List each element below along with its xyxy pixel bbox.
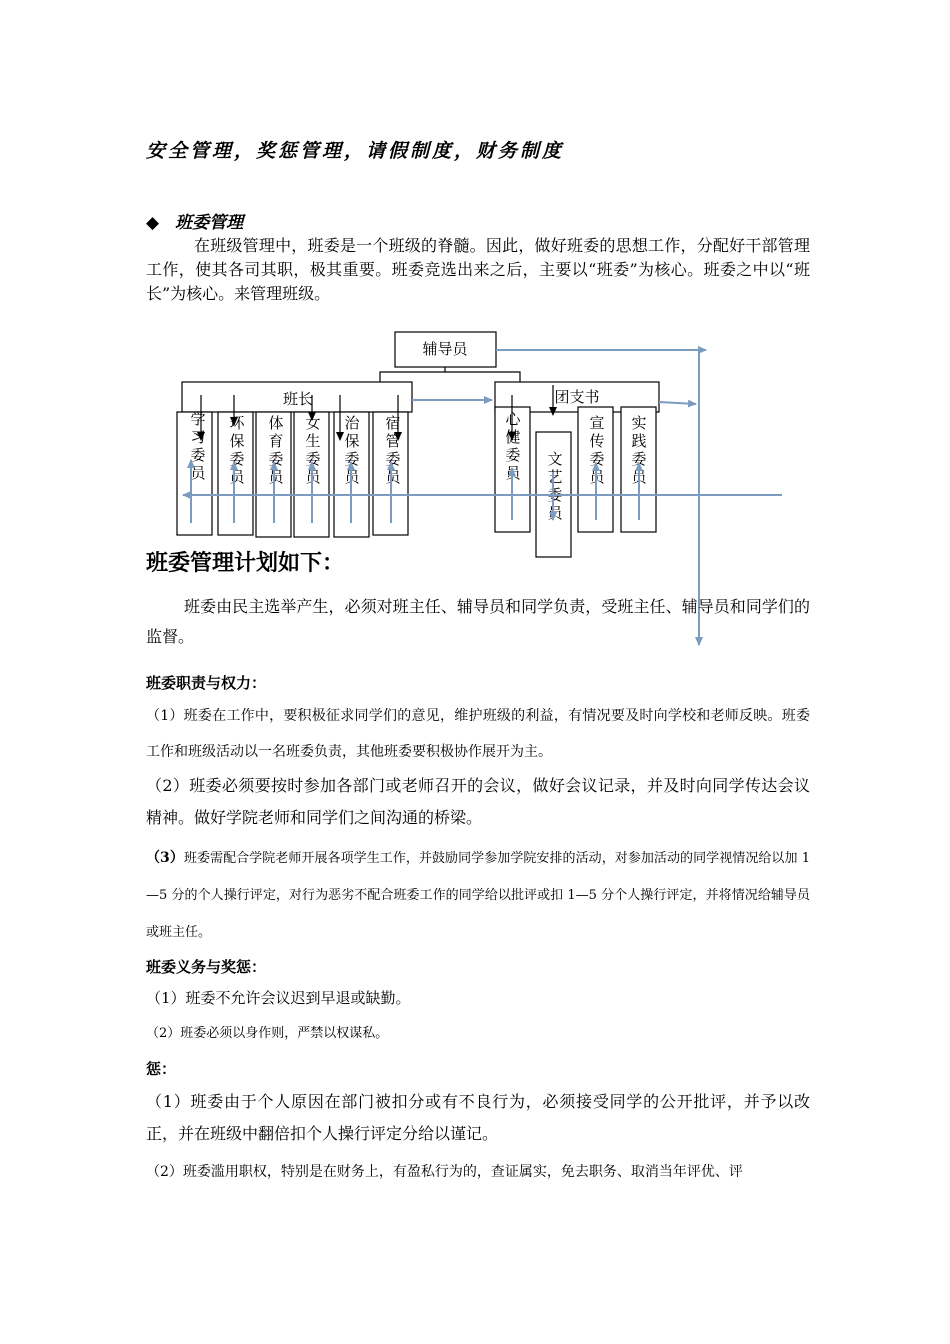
- punishment-heading: 惩：: [146, 1060, 177, 1078]
- intro-paragraph: 在班级管理中，班委是一个班级的脊髓。因此，做好班委的思想工作，分配好干部管理工作，使其各司其职，极其重要。班委竞选出来之后，主要以“班委”为核心。班委之中以“班长”为核心。来管理班级。: [146, 236, 810, 303]
- member-label-char: 生: [305, 432, 321, 450]
- member-label-7: [547, 450, 563, 522]
- duties-item-3: [146, 840, 810, 951]
- duties-heading: 班委职责与权力：: [146, 674, 267, 692]
- member-label-char: 文: [547, 450, 563, 468]
- member-label-char: 员: [190, 464, 206, 482]
- member-label-0: [190, 410, 206, 482]
- member-label-char: 保: [229, 432, 245, 450]
- punishment-item-1: （1）班委由于个人原因在部门被扣分或有不良行为，必须接受同学的公开批评，并予以改正，并在班级中翻倍扣个人操行评定分给以谨记。: [146, 1092, 810, 1143]
- duties-item-3-label: （3）: [146, 850, 184, 866]
- member-label-char: 学: [190, 410, 206, 428]
- duties-item-2: （2）班委必须要按时参加各部门或老师召开的会议，做好会议记录，并及时向同学传达会议精神。做好学院老师和同学们之间沟通的桥梁。: [146, 776, 810, 827]
- member-label-char: 传: [589, 432, 605, 450]
- root-connector-league: [445, 372, 520, 382]
- member-label-char: 员: [589, 468, 605, 486]
- monitor-label: 班长: [282, 390, 314, 408]
- member-label-char: 环: [229, 414, 245, 432]
- diamond-bullet-icon: ◆: [146, 213, 160, 233]
- member-label-char: 践: [631, 432, 647, 450]
- member-label-5: [385, 414, 401, 486]
- member-label-char: 治: [344, 414, 360, 432]
- member-label-char: 习: [190, 428, 206, 446]
- member-label-char: 委: [305, 450, 321, 468]
- member-label-char: 委: [268, 450, 284, 468]
- member-label-char: 育: [268, 432, 284, 450]
- member-label-1: [229, 414, 245, 486]
- root-connector: [380, 367, 445, 382]
- member-label-char: 委: [385, 450, 401, 468]
- section-title: 班委管理: [175, 213, 244, 233]
- obligations-item-1: （1）班委不允许会议迟到早退或缺勤。: [146, 989, 411, 1007]
- member-label-char: 委: [229, 450, 245, 468]
- member-label-char: 员: [547, 504, 563, 522]
- member-label-4: [344, 414, 360, 486]
- league-to-right-arrow: [659, 402, 696, 404]
- member-label-char: 员: [631, 468, 647, 486]
- root-label: 辅导员: [422, 340, 468, 358]
- member-label-char: 员: [385, 468, 401, 486]
- punishment-item-2: （2）班委滥用职权，特别是在财务上，有盈私行为的，查证属实，免去职务、取消当年评优、评: [146, 1164, 743, 1180]
- member-label-char: 员: [344, 468, 360, 486]
- member-label-char: 委: [547, 486, 563, 504]
- member-label-char: 员: [229, 468, 245, 486]
- page-top-heading: 安全管理，奖惩管理，请假制度，财务制度: [146, 140, 565, 162]
- member-label-char: 员: [505, 464, 521, 482]
- member-label-2: [268, 414, 284, 486]
- member-label-6: [505, 410, 521, 482]
- member-label-char: 委: [344, 450, 360, 468]
- obligations-item-2: （2）班委必须以身作则，严禁以权谋私。: [146, 1026, 389, 1041]
- member-label-char: 健: [505, 428, 521, 446]
- member-label-char: 委: [631, 450, 647, 468]
- duties-item-1: （1）班委在工作中，要积极征求同学们的意见，维护班级的利益，有情况要及时向学校和老师反映。班委工作和班级活动以一名班委负责，其他班委要积极协作展开为主。: [146, 708, 810, 760]
- member-label-8: [589, 414, 605, 486]
- member-label-char: 实: [631, 414, 647, 432]
- member-label-char: 宿: [385, 414, 401, 432]
- member-label-char: 艺: [547, 468, 563, 486]
- member-label-char: 保: [344, 432, 360, 450]
- member-label-char: 员: [305, 468, 321, 486]
- member-label-char: 心: [505, 410, 521, 428]
- member-label-char: 体: [268, 414, 284, 432]
- member-label-3: [305, 414, 321, 486]
- member-label-char: 员: [268, 468, 284, 486]
- member-label-char: 宣: [589, 414, 605, 432]
- member-label-char: 女: [305, 414, 321, 432]
- league-label: 团支书: [554, 388, 600, 406]
- obligations-heading: 班委义务与奖惩：: [146, 958, 267, 976]
- member-label-char: 委: [190, 446, 206, 464]
- duties-item-3-text: 班委需配合学院老师开展各项学生工作，并鼓励同学参加学院安排的活动，对参加活动的同学视情况给以加 1—5 分的个人操行评定，对行为恶劣不配合班委工作的同学给以批评或扣 1—5 分个人操行评定，并将情况给辅导员或班主任。: [146, 851, 811, 940]
- plan-heading: 班委管理计划如下：: [146, 551, 345, 576]
- member-label-char: 委: [589, 450, 605, 468]
- member-label-char: 委: [505, 446, 521, 464]
- plan-body: 班委由民主选举产生，必须对班主任、辅导员和同学负责，受班主任、辅导员和同学们的监督。: [146, 597, 810, 646]
- member-label-char: 管: [385, 432, 401, 450]
